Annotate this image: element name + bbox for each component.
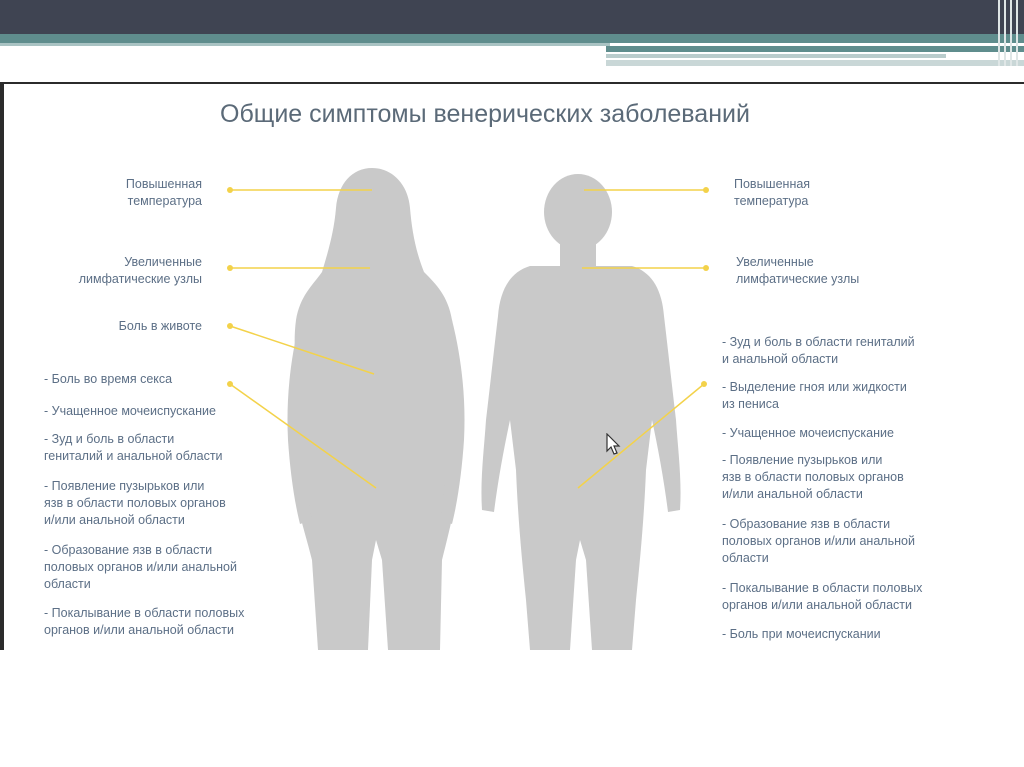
mouse-cursor-icon: [606, 433, 622, 457]
label-male-painful-urination: - Боль при мочеиспускании: [722, 627, 881, 641]
label-male-ulcers: - Образование язв в области половых органов и/или анальной области: [722, 517, 915, 565]
label-male-itching: - Зуд и боль в области гениталий и анальной области: [722, 335, 915, 366]
diagram-title: Общие симптомы венерических заболеваний: [220, 100, 750, 128]
label-female-tingling: - Покалывание в области половых органов и/или анальной области: [44, 606, 245, 637]
label-male-discharge: - Выделение гноя или жидкости из пениса: [722, 380, 907, 411]
label-female-frequent-urination: - Учащенное мочеиспускание: [44, 404, 216, 418]
label-female-blisters: - Появление пузырьков или язв в области половых органов и/или анальной области: [44, 479, 226, 527]
label-male-lymph-nodes: Увеличенные лимфатические узлы: [736, 255, 860, 286]
label-male-tingling: - Покалывание в области половых органов и/или анальной области: [722, 581, 923, 612]
label-male-frequent-urination: - Учащенное мочеиспускание: [722, 426, 894, 440]
label-female-itching: - Зуд и боль в области гениталий и анальной области: [44, 432, 223, 463]
label-female-lymph-nodes: Увеличенные лимфатические узлы: [78, 255, 202, 286]
label-male-blisters: - Появление пузырьков или язв в области половых органов и/или анальной области: [722, 453, 904, 501]
label-male-temperature: Повышенная температура: [734, 177, 811, 208]
male-silhouette: [481, 174, 680, 650]
label-female-pain-during-sex: - Боль во время секса: [44, 372, 173, 386]
label-female-ulcers: - Образование язв в области половых органов и/или анальной области: [44, 543, 237, 591]
label-female-abdominal-pain: Боль в животе: [118, 319, 202, 333]
female-silhouette: [288, 168, 465, 650]
label-female-temperature: Повышенная температура: [125, 177, 202, 208]
